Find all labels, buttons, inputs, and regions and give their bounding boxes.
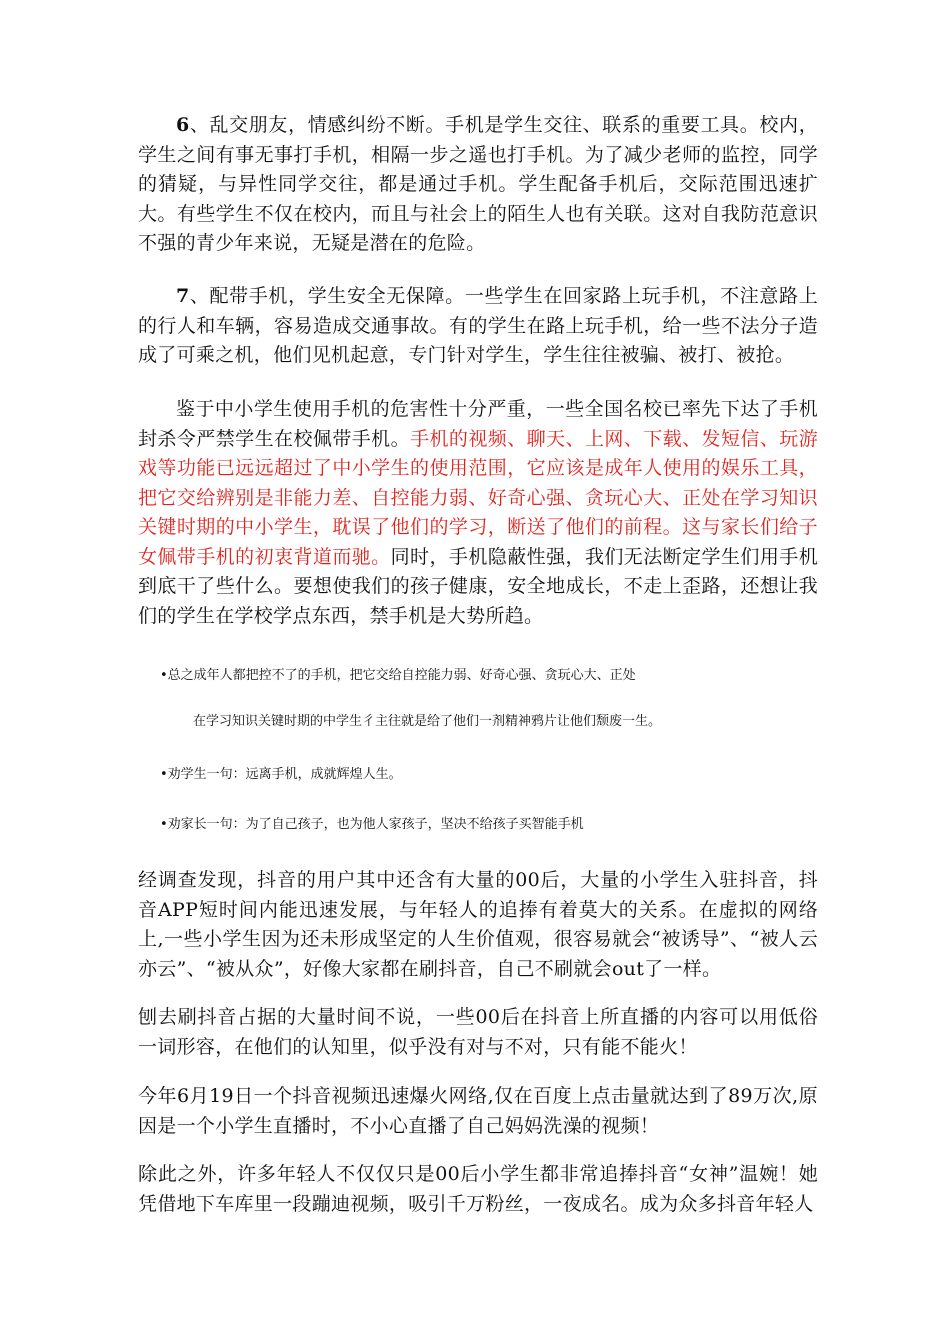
paragraph-text: 、乱交朋友，情感纠纷不断。手机是学生交往、联系的重要工具。校内，学生之间有事无事打手机，相隔一步之遥也打手机。为了减少老师的监控，同学的猜疑，与异性同学交往，都是通过手机。学生配备手机后，交际范围迅速扩大。有些学生不仅在校内，而且与社会上的陌生人也有关联。这对自我防范意识不强的青少年来说，无疑是潜在的危险。 — [138, 114, 818, 254]
bullet-3: •劝家长一句：为了自己孩子，也为他人家孩子，坚决不给孩子买智能手机 — [160, 817, 584, 832]
highlighted-text: 手机的视频、聊天、上网、下载、发短信、玩游戏等功能已远远超过了中小学生的使用范围，它应该是成年人使用的娱乐工具，把它交给辨别是非能力差、自控能力弱、好奇心强、贪玩心大、正处在学习知识关键时期的中小学生，耽误了他们的学习，断送了他们的前程。这与家长们给子女佩带手机的初衷背道而驰。 — [138, 427, 819, 568]
paragraph-content: 刨去刷抖音占据的大量时间不说，一些00后在抖音上所直播的内容可以用低俗一词形容，在他们的认知里，似乎没有对与不对，只有能不能火！ — [138, 1006, 818, 1058]
paragraph-text: 同时，手机隐蔽性强，我们无法断定学生们用手机到底干了些什么。要想使我们的孩子健康，安全地成长，不走上歪路，还想让我们的学生在学校学点东西，禁手机是大势所趋。 — [138, 545, 818, 627]
paragraph-survey: 经调查发现，抖音的用户其中还含有大量的00后，大量的小学生入驻抖音，抖音APP短时间内能迅速发展，与年轻人的追捧有着莫大的关系。在虚拟的网络上,一些小学生因为还未形成坚定的人生价值观，很容易就会“被诱导”、“被人云亦云”、“被从众”，好像大家都在刷抖音，自己不刷就会out了一样。 — [138, 869, 818, 980]
paragraph-text: 、配带手机，学生安全无保障。一些学生在回家路上玩手机，不注意路上的行人和车辆，容易造成交通事故。有的学生在路上玩手机，给一些不法分子造成了可乘之机，他们见机起意，专门针对学生，学生往往被骗、被打、被抢。 — [138, 285, 818, 366]
item-number: 6 — [176, 114, 190, 136]
paragraph-influencer: 除此之外，许多年轻人不仅仅只是00后小学生都非常追捧抖音“女神”温婉！她凭借地下车库里一段蹦迪视频，吸引千万粉丝，一夜成名。成为众多抖音年轻人 — [138, 1163, 818, 1215]
bullet-2: •劝学生一句：远离手机，成就辉煌人生。 — [160, 767, 402, 782]
bullet-1: •总之成年人都把控不了的手机，把它交给自控能力弱、好奇心强、贪玩心大、正处 — [160, 668, 636, 683]
paragraph-event: 今年6月19日一个抖音视频迅速爆火网络,仅在百度上点击量就达到了89万次,原因是一个小学生直播时，不小心直播了自己妈妈洗澡的视频！ — [138, 1085, 818, 1137]
paragraph-7 — [138, 282, 818, 371]
paragraph-8 — [138, 395, 818, 631]
paragraph-6 — [138, 111, 818, 259]
item-number: 7 — [176, 285, 190, 307]
bullet-1-continued: 在学习知识关键时期的中学生彳主往就是给了他们一剂精神鸦片让他们颓废一生。 — [193, 714, 662, 729]
paragraph-text: 鉴于中小学生使用手机的危害性十分严重，一些全国名校已率先下达了手机封杀令严禁学生在校佩带手机。 — [138, 398, 818, 450]
